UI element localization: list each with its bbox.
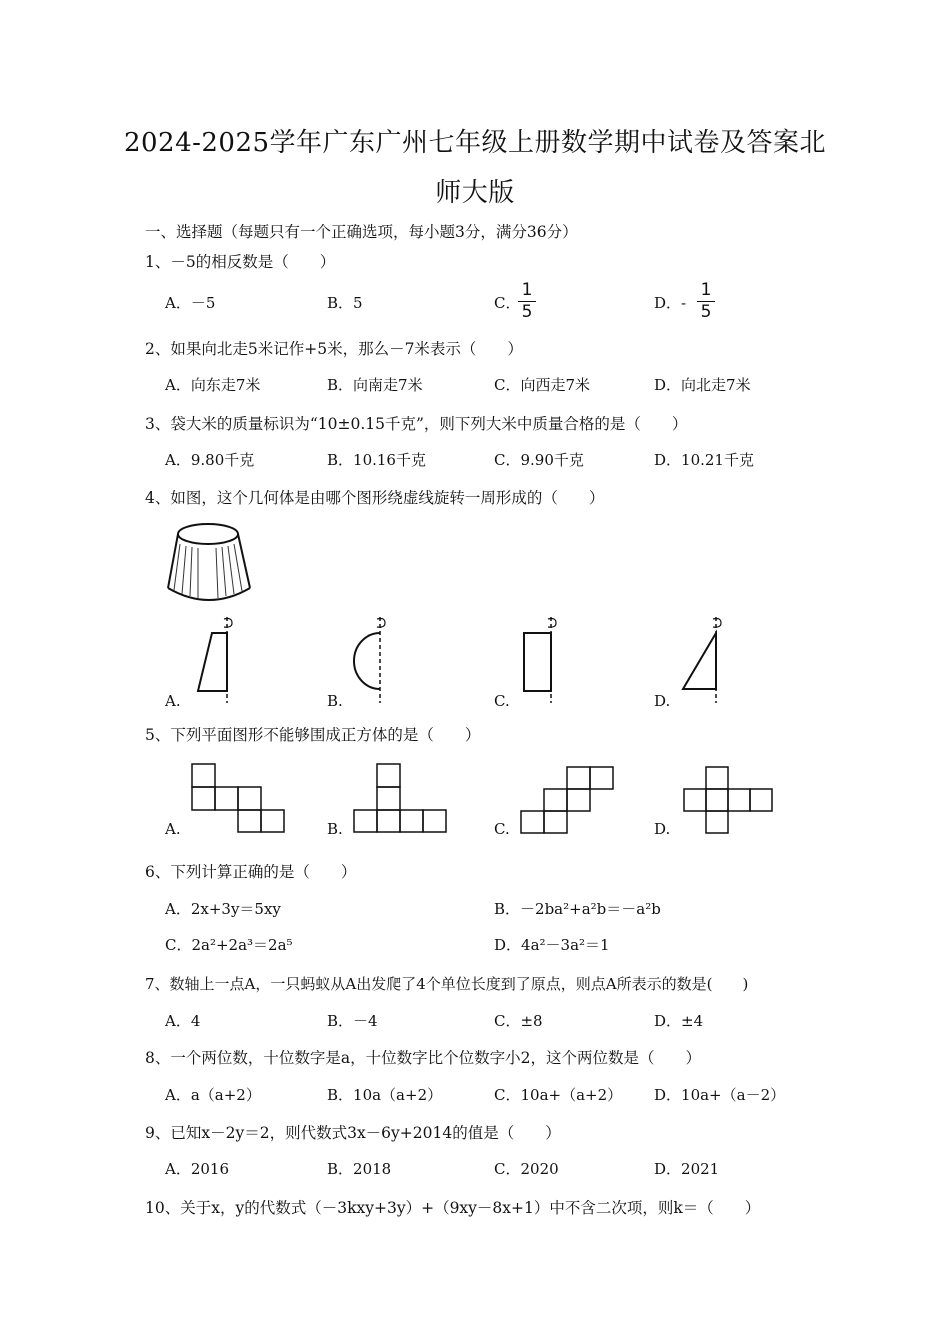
q4-option-b: B. bbox=[327, 692, 343, 710]
q4-figure-b-semicircle bbox=[345, 615, 405, 705]
q8-option-a: A．a（a+2） bbox=[165, 1086, 261, 1104]
fraction-denominator: 5 bbox=[700, 302, 712, 322]
q4-figure-a-trapezoid bbox=[190, 615, 250, 705]
q9-option-b: B．2018 bbox=[327, 1160, 392, 1178]
q2-option-d: D．向北走7米 bbox=[654, 376, 751, 394]
fraction-numerator: 1 bbox=[700, 280, 712, 300]
q5-option-d: D. bbox=[654, 820, 671, 838]
q8-option-c: C．10a+（a+2） bbox=[494, 1086, 623, 1104]
q1-option-b: B．5 bbox=[327, 294, 363, 312]
fraction-denominator: 5 bbox=[521, 302, 533, 322]
q3-option-c: C．9.90千克 bbox=[494, 451, 584, 469]
q5-option-c: C. bbox=[494, 820, 510, 838]
q5-net-c bbox=[518, 765, 618, 835]
q6-option-a: A．2x+3y＝5xy bbox=[165, 900, 281, 918]
q7-option-c: C．±8 bbox=[494, 1012, 543, 1030]
q1-option-c: C． bbox=[494, 294, 521, 312]
q6-option-b: B．－2ba²+a²b＝－a²b bbox=[494, 900, 661, 918]
q3-option-a: A．9.80千克 bbox=[165, 451, 255, 469]
q9-option-d: D．2021 bbox=[654, 1160, 720, 1178]
q8-option-b: B．10a（a+2） bbox=[327, 1086, 443, 1104]
q8-option-d: D．10a+（a－2） bbox=[654, 1086, 786, 1104]
q4-figure-c-rectangle bbox=[512, 615, 572, 705]
q7-option-d: D．±4 bbox=[654, 1012, 704, 1030]
q4-option-a: A. bbox=[165, 692, 181, 710]
q3-option-d: D．10.21千克 bbox=[654, 451, 754, 469]
q9-option-a: A．2016 bbox=[165, 1160, 230, 1178]
q7-stem: 7、数轴上一点A，一只蚂蚁从A出发爬了4个单位长度到了原点，则点A所表示的数是( ) bbox=[145, 975, 749, 993]
q9-option-c: C．2020 bbox=[494, 1160, 559, 1178]
q3-stem: 3、袋大米的质量标识为“10±0.15千克”，则下列大米中质量合格的是（ ） bbox=[145, 415, 688, 433]
q5-net-a bbox=[190, 762, 290, 834]
q9-stem: 9、已知x－2y＝2，则代数式3x－6y+2014的值是（ ） bbox=[145, 1124, 561, 1142]
q5-option-a: A. bbox=[165, 820, 181, 838]
q2-option-a: A．向东走7米 bbox=[165, 376, 261, 394]
q2-stem: 2、如果向北走5米记作+5米，那么－7米表示（ ） bbox=[145, 340, 523, 358]
q7-option-b: B．－4 bbox=[327, 1012, 378, 1030]
q7-option-a: A．4 bbox=[165, 1012, 201, 1030]
q5-net-d bbox=[682, 765, 777, 835]
fraction-numerator: 1 bbox=[521, 280, 533, 300]
q2-option-b: B．向南走7米 bbox=[327, 376, 423, 394]
q1-option-c-fraction bbox=[518, 281, 536, 322]
q4-option-c: C. bbox=[494, 692, 510, 710]
q3-option-b: B．10.16千克 bbox=[327, 451, 426, 469]
page-title-line2: 师大版 bbox=[435, 178, 515, 208]
page-title-line1: 2024-2025学年广东广州七年级上册数学期中试卷及答案北 bbox=[123, 128, 827, 158]
q6-option-d: D．4a²－3a²＝1 bbox=[494, 936, 610, 954]
frustum-solid-figure bbox=[160, 520, 260, 610]
q10-stem: 10、关于x，y的代数式（－3kxy+3y）+（9xy－8x+1）中不含二次项，则k＝（ ） bbox=[145, 1199, 761, 1217]
q6-option-c: C．2a²+2a³＝2a⁵ bbox=[165, 936, 293, 954]
q1-option-d-fraction bbox=[697, 281, 715, 322]
q1-option-d: D．- bbox=[654, 294, 687, 312]
q5-net-b bbox=[352, 762, 452, 834]
q5-option-b: B. bbox=[327, 820, 343, 838]
q4-option-d: D. bbox=[654, 692, 671, 710]
q1-stem: 1、－5的相反数是（ ） bbox=[145, 253, 336, 271]
q4-figure-d-triangle bbox=[675, 615, 735, 705]
q5-stem: 5、下列平面图形不能够围成正方体的是（ ） bbox=[145, 726, 481, 744]
q1-option-a: A．－5 bbox=[165, 294, 216, 312]
q8-stem: 8、一个两位数，十位数字是a，十位数字比个位数字小2，这个两位数是（ ） bbox=[145, 1049, 701, 1067]
q2-option-c: C．向西走7米 bbox=[494, 376, 591, 394]
q4-stem: 4、如图，这个几何体是由哪个图形绕虚线旋转一周形成的（ ） bbox=[145, 489, 605, 507]
section-heading: 一、选择题（每题只有一个正确选项，每小题3分，满分36分） bbox=[145, 223, 578, 241]
q6-stem: 6、下列计算正确的是（ ） bbox=[145, 863, 357, 881]
